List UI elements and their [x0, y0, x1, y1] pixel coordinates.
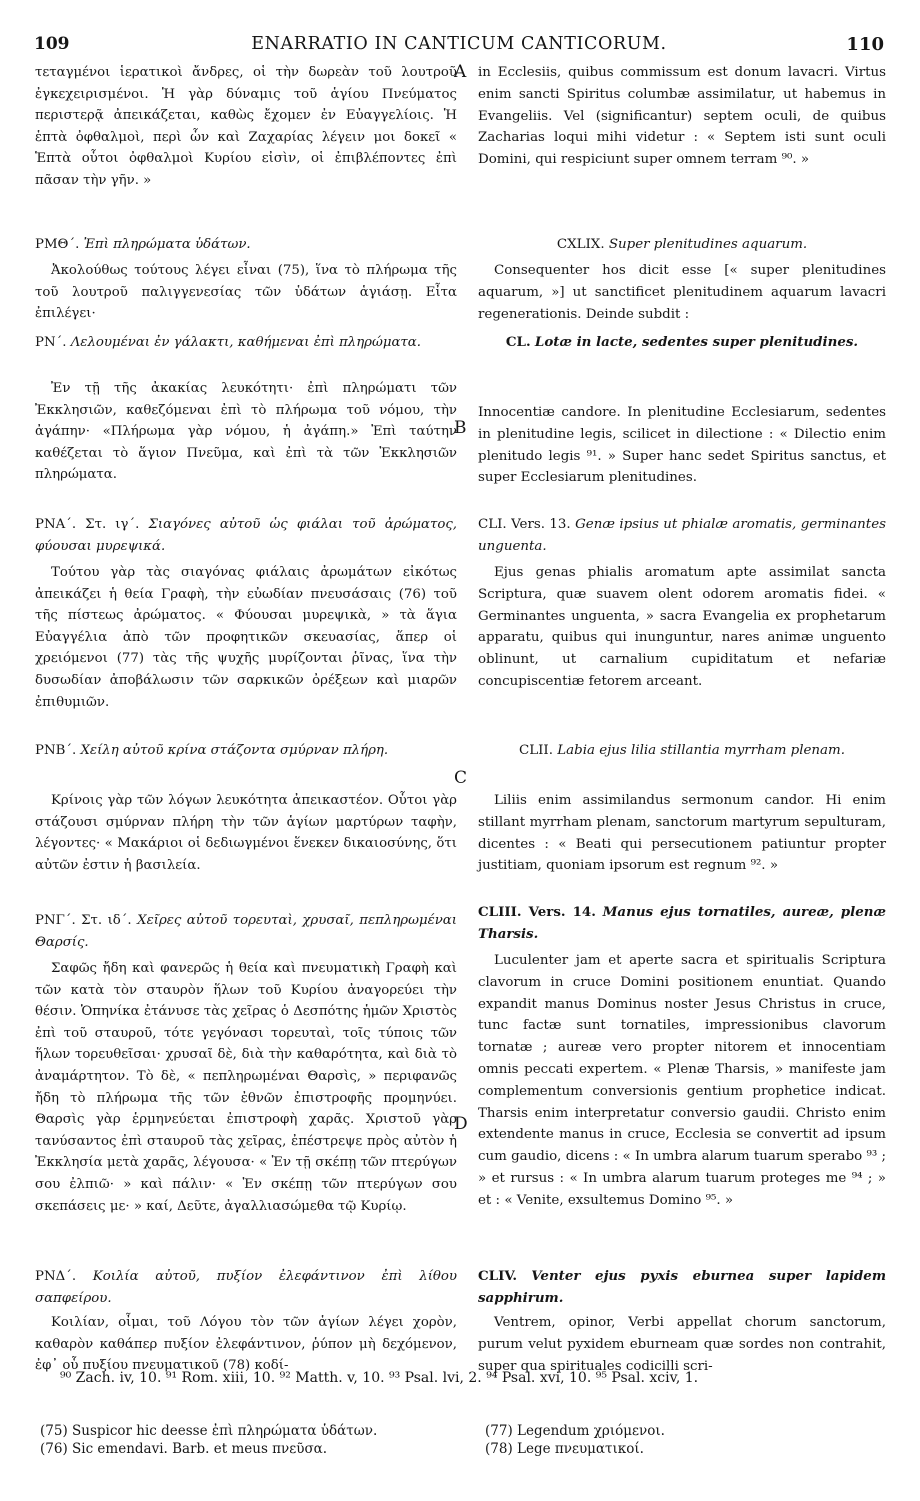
latin-paragraph: Consequenter hos dicit esse [« super plenitudines aquarum, »] ut sanctificet plenitudinem aquarum lavacri regenerationis. Deinde subdit :	[478, 263, 886, 322]
editor-note: (78) Lege πνευματικοί.	[485, 1441, 644, 1457]
latin-paragraph: Liliis enim assimilandus sermonum candor. Hi enim stillant myrrham plenam, sanctorum martyrum sepulturam, dicentes : « Beati qui persecutionem patiuntur propter justitiam, quoniam ipsorum est regnum ⁹². »	[478, 793, 886, 874]
greek-heading	[35, 1266, 457, 1309]
latin-heading	[478, 902, 886, 946]
page-number-right: 110	[846, 34, 884, 55]
page-number-left: 109	[34, 34, 70, 54]
heading-title: Κοιλία αὐτοῦ, πυξίον ἐλεφάντινον ἐπὶ λίθου σαπφείρου.	[35, 1269, 457, 1306]
heading-number: CLII.	[519, 743, 553, 758]
latin-seg-1	[478, 62, 886, 212]
greek-seg-4	[35, 332, 457, 378]
margin-marker-a: A	[454, 62, 467, 82]
latin-heading	[478, 332, 886, 354]
heading-title: Σιαγόνες αὐτοῦ ὡς φιάλαι τοῦ ἀρώματος, φύουσαι μυρεψικά.	[35, 517, 457, 554]
heading-title: Venter ejus pyxis eburnea super lapidem sapphirum.	[478, 1268, 886, 1306]
greek-heading	[35, 910, 457, 953]
latin-seg-2	[478, 234, 886, 258]
latin-paragraph: Innocentiæ candore. In plenitudine Ecclesiarum, sedentes in plenitudine legis, scilicet in dilectione : « Dilectio enim plenitudo legis ⁹¹. » Super hanc sedet Spiritus sanctus, et super Ecclesiarum plenitudines.	[478, 405, 886, 486]
heading-number: CLIV.	[478, 1268, 518, 1284]
heading-title: Genæ ipsius ut phialæ aromatis, germinantes unguenta.	[478, 517, 886, 554]
heading-number: CXLIX.	[556, 237, 605, 252]
latin-seg-5	[478, 402, 886, 514]
latin-seg-8	[478, 740, 886, 764]
greek-seg-3	[35, 260, 457, 328]
heading-number: ΡΜΘ΄.	[35, 237, 80, 252]
greek-paragraph: Κοιλίαν, οἶμαι, τοῦ Λόγου τὸν τῶν ἁγίων λέγει χορὸν, καθαρὸν καθάπερ πυξίον ἐλεφάντινον, ῥύπον μὴ δεχόμενον, ἐφ᾽ οὗ πυξίου πνευματικοῦ (78) κοδί-	[35, 1315, 457, 1374]
margin-marker-d: D	[454, 1114, 468, 1134]
running-title: ENARRATIO IN CANTICUM CANTICORUM.	[251, 34, 667, 54]
heading-title: Χείλη αὐτοῦ κρίνα στάζοντα σμύρναν πλήρη.	[80, 743, 389, 758]
greek-heading	[35, 332, 457, 354]
heading-title: Lotæ in lacte, sedentes super plenitudines.	[534, 334, 859, 350]
heading-number: CL.	[505, 334, 531, 350]
greek-seg-5	[35, 378, 457, 512]
latin-column	[478, 62, 886, 1374]
heading-number: ΡΝΔ΄.	[35, 1269, 77, 1284]
heading-number: ΡΝΒ΄.	[35, 743, 77, 758]
greek-paragraph: Σαφῶς ἤδη καὶ φανερῶς ἡ θεία καὶ πνευματικὴ Γραφὴ καὶ τῶν κατὰ τὸν σταυρὸν ἥλων τοῦ Κυρίου ἀναγορεύει τὴν θέσιν. Ὁπηνίκα ἐτάνυσε τὰς χεῖρας ὁ Δεσπότης ἡμῶν Χριστὸς ἐπὶ τοῦ σταυροῦ, τότε γεγόνασι τορευταὶ, τοῖς τύποις τῶν ἥλων τορευθεῖσαι· χρυσαῖ δὲ, διὰ τὴν καθαρότητα, καὶ διὰ τὸ ἀναμάρτητον. Τὸ δὲ, « πεπληρωμέναι Θαρσὶς, » περιφανῶς ἤδη τὸ πλήρωμα τῆς τῶν ἐθνῶν ἐπιστροφῆς προμηνύει. Θαρσὶς γὰρ ἑρμηνεύεται ἐπιστροφὴ χαρᾶς. Χριστοῦ γὰρ τανύσαντος ἐπὶ σταυροῦ τὰς χεῖρας, ἐπέστρεψε πρὸς αὐτὸν ἡ Ἐκκλησία μετὰ χαρᾶς, λέγουσα· « Ἐν τῇ σκέπῃ τῶν πτερύγων σου ἐλπιῶ· » καὶ πάλιν· « Ἐν σκέπῃ τῶν πτερύγων σου σκεπάσεις με· » καί, Δεῦτε, ἀγαλλιασώμεθα τῷ Κυρίῳ.	[35, 961, 457, 1214]
latin-seg-10	[478, 902, 886, 948]
heading-number: ΡΝΑ΄. Στ. ιγ΄.	[35, 517, 140, 532]
heading-title: Χεῖρες αὐτοῦ τορευταὶ, χρυσαῖ, πεπληρωμέναι Θαρσίς.	[35, 913, 457, 950]
greek-heading	[35, 740, 457, 762]
latin-heading	[478, 514, 886, 558]
greek-seg-10	[35, 910, 457, 956]
latin-paragraph: Ventrem, opinor, Verbi appellat chorum sanctorum, purum velut pyxidem eburneam quæ sordes non contrahit, super qua spirituales codicilli scri-	[478, 1315, 886, 1374]
greek-seg-6	[35, 514, 457, 560]
heading-title: Super plenitudines aquarum.	[608, 237, 808, 252]
greek-paragraph: τεταγμένοι ἱερατικοὶ ἄνδρες, οἱ τὴν δωρεὰν τοῦ λουτροῦ ἐγκεχειρισμένοι. Ἡ γὰρ δύναμις τοῦ ἁγίου Πνεύματος περιστερᾷ ἀπεικάζεται, καθὼς ἔχομεν ἐν Εὐαγγελίοις. Ἡ ἑπτὰ ὀφθαλμοὶ, περὶ ὧν καὶ Ζαχαρίας λέγειν μοι δοκεῖ « Ἑπτὰ οὗτοι ὀφθαλμοὶ Κυρίου εἰσὶν, οἱ ἐπιβλέποντες ἐπὶ πᾶσαν τὴν γῆν. »	[35, 65, 457, 188]
latin-seg-6	[478, 514, 886, 560]
scripture-references: ⁹⁰ Zach. iv, 10. ⁹¹ Rom. xiii, 10. ⁹² Matth. v, 10. ⁹³ Psal. lvi, 2. ⁹⁴ Psal. xvi, 10. ⁹⁵ Psal. xciv, 1.	[60, 1370, 699, 1386]
greek-seg-8	[35, 740, 457, 786]
greek-paragraph: Ἀκολούθως τούτους λέγει εἶναι (75), ἵνα τὸ πλήρωμα τῆς τοῦ λουτροῦ παλιγγενεσίας τῶν ὑδάτων ἁγιάσῃ. Εἶτα ἐπιλέγει·	[35, 263, 457, 322]
latin-seg-3	[478, 260, 886, 328]
greek-seg-7	[35, 562, 457, 738]
latin-heading	[478, 1266, 886, 1310]
latin-seg-7	[478, 562, 886, 718]
editor-notes-left	[40, 1422, 450, 1458]
latin-heading	[478, 740, 886, 762]
latin-seg-12	[478, 1266, 886, 1312]
heading-number: CLIII. Vers. 14.	[478, 904, 596, 920]
page-header	[30, 30, 888, 58]
editor-notes-right	[485, 1422, 885, 1458]
latin-seg-9	[478, 790, 886, 902]
margin-marker-c: C	[454, 768, 468, 788]
heading-title: Ἐπὶ πληρώματα ὑδάτων.	[83, 237, 251, 252]
editor-note: (75) Suspicor hic deesse ἐπὶ πληρώματα ὑδάτων.	[40, 1423, 378, 1439]
latin-heading	[478, 234, 886, 256]
greek-seg-9	[35, 790, 457, 900]
latin-paragraph: Luculenter jam et aperte sacra et spiritualis Scriptura clavorum in cruce Domini positionem enuntiat. Quando expandit manus Dominus noster Jesus Christus in cruce, tunc factæ sunt tornatiles, impressionibus clavorum tornatæ ; aureæ vero propter nitorem et innocentiam omnis peccati expertem. « Plenæ Tharsis, » manifeste jam complementum conversionis gentium prophetice indicat. Tharsis enim interpretatur conversio gaudii. Christo enim extendente manus in cruce, Ecclesia se convertit ad ipsum cum gaudio, dicens : « In umbra alarum tuarum sperabo ⁹³ ; » et rursus : « In umbra alarum tuarum proteges me ⁹⁴ ; » et : « Venite, exsultemus Domino ⁹⁵. »	[478, 953, 886, 1208]
latin-seg-11	[478, 950, 886, 1266]
heading-title: Λελουμέναι ἐν γάλακτι, καθήμεναι ἐπὶ πληρώματα.	[70, 335, 421, 350]
latin-paragraph: Ejus genas phialis aromatum apte assimilat sancta Scriptura, quæ suavem olent odorem aromatis fidei. « Germinantes unguenta, » sacra Evangelia ex prophetarum apparatu, quibus qui inunguntur, nares animæ unguento oblinunt, ut carnalium cupiditatum et nefariæ concupiscentiæ fetorem arceant.	[478, 565, 886, 689]
heading-title: Labia ejus lilia stillantia myrrham plenam.	[557, 743, 845, 758]
editor-note: (76) Sic emendavi. Barb. et meus πνεῦσα.	[40, 1441, 328, 1457]
greek-seg-11	[35, 958, 457, 1264]
greek-heading	[35, 234, 457, 256]
margin-marker-b: B	[454, 418, 467, 438]
heading-number: ΡΝΓ΄. Στ. ιδ΄.	[35, 913, 132, 928]
greek-heading	[35, 514, 457, 557]
latin-paragraph: in Ecclesiis, quibus commissum est donum lavacri. Virtus enim sancti Spiritus columbæ assimilatur, ut habemus in Evangeliis. Vel (significantur) septem oculi, de quibus Zacharias loqui mihi videtur : « Septem isti sunt oculi Domini, qui respiciunt super omnem terram ⁹⁰. »	[478, 65, 886, 168]
greek-seg-12	[35, 1266, 457, 1312]
greek-paragraph: Κρίνοις γὰρ τῶν λόγων λευκότητα ἀπεικαστέον. Οὗτοι γὰρ στάζουσι σμύρναν πλήρη τὴν τῶν ἁγίων μαρτύρων ταφὴν, λέγοντες· « Μακάριοι οἱ δεδιωγμένοι ἕνεκεν δικαιοσύνης, ὅτι αὐτῶν ἐστιν ἡ βασιλεία.	[35, 793, 457, 873]
greek-seg-1	[35, 62, 457, 232]
greek-paragraph: Τούτου γὰρ τὰς σιαγόνας φιάλαις ἀρωμάτων εἰκότως ἀπεικάζει ἡ θεία Γραφὴ, τὴν εὐωδίαν πνευσάσαις (76) τοῦ τῆς πίστεως ἀρώματος. « Φύουσαι μυρεψικὰ, » τὰ ἅγια Εὐαγγέλια ἀπὸ τῶν προφητικῶν σκευασίας, ἅπερ οἱ χρειόμενοι (77) τὰς τῆς ψυχῆς μυρίζονται ῥῖνας, ἵνα τὴν δυσωδίαν ἀποβάλωσιν τῶν σαρκικῶν ὀρέξεων καὶ μιαρῶν ἐπιθυμιῶν.	[35, 565, 457, 710]
heading-title: Manus ejus tornatiles, aureæ, plenæ Tharsis.	[478, 904, 886, 942]
editor-note: (77) Legendum χριόμενοι.	[485, 1423, 665, 1439]
heading-number: ΡΝ΄.	[35, 335, 67, 350]
latin-seg-4	[478, 332, 886, 356]
heading-number: CLI. Vers. 13.	[478, 517, 571, 532]
greek-paragraph: Ἐν τῇ τῆς ἀκακίας λευκότητι· ἐπὶ πληρώματι τῶν Ἐκκλησιῶν, καθεζόμεναι ἐπὶ τὸ πλήρωμα τοῦ νόμου, τὴν ἀγάπην· «Πλήρωμα γὰρ νόμου, ἡ ἀγάπη.» Ἐπὶ ταύτην καθέζεται τὸ ἅγιον Πνεῦμα, καὶ ἐπὶ τὰ τῶν Ἐκκλησιῶν πληρώματα.	[35, 381, 457, 483]
greek-seg-2	[35, 234, 457, 258]
greek-column	[35, 62, 457, 1374]
